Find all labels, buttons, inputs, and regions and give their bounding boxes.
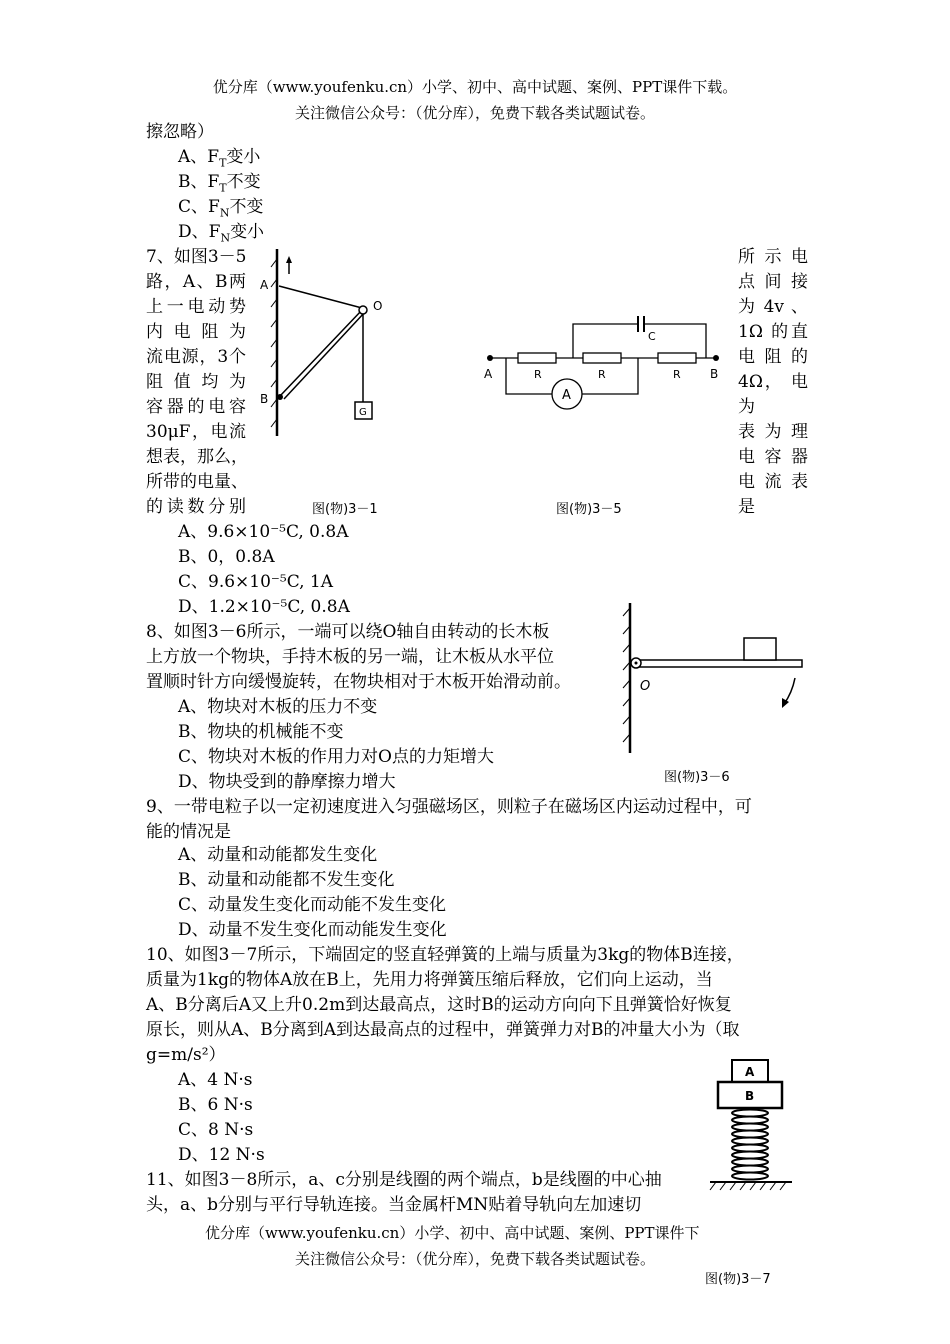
q10-line-0: 10、如图3－7所示，下端固定的竖直轻弹簧的上端与质量为3kg的物体B连接， bbox=[146, 945, 744, 965]
q7-left-0: 7、如图3－5 bbox=[146, 247, 247, 267]
fig31-caption: 图(物)3－1 bbox=[312, 502, 378, 517]
fig35-label-r1: R bbox=[534, 368, 542, 381]
q7-left-7: 30μF，电流 bbox=[146, 422, 246, 442]
fig31-label-o: O bbox=[373, 299, 383, 313]
q10-line-1: 质量为1kg的物体A放在B上，先用力将弹簧压缩后释放，它们向上运动，当 bbox=[146, 970, 713, 990]
figure-3-6 bbox=[612, 598, 812, 758]
q9-option-a: A、动量和动能都发生变化 bbox=[178, 845, 378, 865]
q7-left-1: 路，A、B两 bbox=[146, 272, 246, 292]
q9-option-c: C、动量发生变化而动能不发生变化 bbox=[178, 895, 447, 915]
q7-left-9: 所带的电量、 bbox=[146, 472, 248, 492]
figure-3-7 bbox=[702, 1056, 802, 1196]
fig37-label-b: B bbox=[745, 1089, 755, 1103]
fig35-label-c: C bbox=[648, 330, 656, 343]
q9-line-1: 能的情况是 bbox=[146, 822, 231, 842]
footer-line-1: 优分库（www.youfenku.cn）小学、初中、高中试题、案例、PPT课件下 bbox=[205, 1224, 700, 1242]
q6-option-d: D、$F_N$变小 bbox=[178, 222, 265, 245]
q7-option-c: C、9.6×10⁻⁵C, 1A bbox=[178, 572, 334, 592]
q8-option-d: D、物块受到的静摩擦力增大 bbox=[178, 772, 396, 792]
q7-left-5: 阻 值 均 为 bbox=[146, 372, 246, 392]
q8-option-a: A、物块对木板的压力不变 bbox=[178, 697, 378, 717]
q6-option-a: A、$F_T$变小 bbox=[178, 147, 261, 170]
q10-option-c: C、8 N·s bbox=[178, 1120, 254, 1140]
q7-option-d: D、1.2×10⁻⁵C, 0.8A bbox=[178, 597, 350, 617]
fig35-label-r3: R bbox=[673, 368, 681, 381]
fig31-label-g: G bbox=[359, 407, 367, 418]
fig35-caption: 图(物)3－5 bbox=[556, 502, 622, 517]
q11-line-0: 11、如图3－8所示，a、c分别是线圈的两个端点，b是线圈的中心抽 bbox=[146, 1170, 662, 1190]
q8-line-1: 上方放一个物块，手持木板的另一端，让木板从水平位 bbox=[146, 647, 554, 667]
q7-option-a: A、9.6×10⁻⁵C, 0.8A bbox=[178, 522, 349, 542]
q11-line-1: 头，a、b分别与平行导轨连接。当金属杆MN贴着导轨向左加速切 bbox=[146, 1195, 642, 1215]
q10-option-a: A、4 N·s bbox=[178, 1070, 253, 1090]
fig31-label-b: B bbox=[260, 392, 269, 406]
fig36-label-o: O bbox=[640, 679, 651, 694]
q7-right-7: 表 为 理 bbox=[738, 422, 808, 442]
q9-line-0: 9、一带电粒子以一定初速度进入匀强磁场区，则粒子在磁场区内运动过程中，可 bbox=[146, 797, 752, 817]
q10-line-3: 原长，则从A、B分离到A到达最高点的过程中，弹簧弹力对B的冲量大小为（取 bbox=[146, 1020, 740, 1040]
q10-option-d: D、12 N·s bbox=[178, 1145, 265, 1165]
q7-left-2: 上一电动势 bbox=[146, 297, 246, 317]
q7-left-4: 流电源，3个 bbox=[146, 347, 246, 367]
q10-g-line: g=m/s²） bbox=[146, 1045, 226, 1065]
q7-right-8: 电 容 器 bbox=[738, 447, 808, 467]
fig35-label-b: B bbox=[710, 367, 719, 381]
figure-3-5 bbox=[478, 312, 728, 412]
q7-right-1: 点 间 接 bbox=[738, 272, 808, 292]
header-line-1: 优分库（www.youfenku.cn）小学、初中、高中试题、案例、PPT课件下载。 bbox=[212, 78, 738, 96]
q8-line-0: 8、如图3－6所示，一端可以绕O轴自由转动的长木板 bbox=[146, 622, 550, 642]
fig31-label-a: A bbox=[260, 278, 269, 292]
q7-left-6: 容器的电容 bbox=[146, 397, 246, 417]
q7-left-10: 的读数分别 bbox=[146, 497, 246, 517]
fig35-ammeter-label: A bbox=[562, 388, 571, 403]
q7-right-4: 电 阻 的 bbox=[738, 347, 808, 367]
fig36-caption: 图(物)3－6 bbox=[664, 770, 730, 785]
footer-line-2: 关注微信公众号：（优分库），免费下载各类试题试卷。 bbox=[294, 1250, 655, 1268]
q10-option-b: B、6 N·s bbox=[178, 1095, 253, 1115]
q7-right-10: 是 bbox=[738, 497, 755, 517]
q7-right-9: 电 流 表 bbox=[738, 472, 808, 492]
fig37-label-a: A bbox=[745, 1065, 755, 1079]
q8-line-2: 置顺时针方向缓慢旋转，在物块相对于木板开始滑动前。 bbox=[146, 672, 571, 692]
q6-option-c: C、$F_N$不变 bbox=[178, 197, 264, 220]
q7-right-2: 为 4v 、 bbox=[738, 297, 808, 317]
q9-option-d: D、动量不发生变化而动能发生变化 bbox=[178, 920, 447, 940]
q7-right-5: 4Ω， 电 bbox=[738, 372, 808, 392]
fig35-label-a: A bbox=[484, 367, 493, 381]
q6-tail: 擦忽略） bbox=[146, 122, 214, 142]
fig37-caption: 图(物)3－7 bbox=[705, 1272, 771, 1287]
q7-option-b: B、0，0.8A bbox=[178, 547, 275, 567]
q6-option-b: B、$F_T$不变 bbox=[178, 172, 261, 195]
figure-3-1 bbox=[252, 244, 397, 444]
q7-right-0: 所 示 电 bbox=[738, 247, 808, 267]
q7-left-8: 想表，那么， bbox=[146, 447, 248, 467]
q8-option-b: B、物块的机械能不变 bbox=[178, 722, 344, 742]
fig35-label-r2: R bbox=[598, 368, 606, 381]
q7-left-3: 内 电 阻 为 bbox=[146, 322, 246, 342]
q9-option-b: B、动量和动能都不发生变化 bbox=[178, 870, 395, 890]
q10-line-2: A、B分离后A又上升0.2m到达最高点，这时B的运动方向向下且弹簧恰好恢复 bbox=[146, 995, 732, 1015]
q7-right-3: 1Ω 的直 bbox=[738, 322, 808, 342]
header-line-2: 关注微信公众号：（优分库），免费下载各类试题试卷。 bbox=[294, 104, 655, 122]
q7-right-6: 为 bbox=[738, 397, 755, 417]
q8-option-c: C、物块对木板的作用力对O点的力矩增大 bbox=[178, 747, 494, 767]
